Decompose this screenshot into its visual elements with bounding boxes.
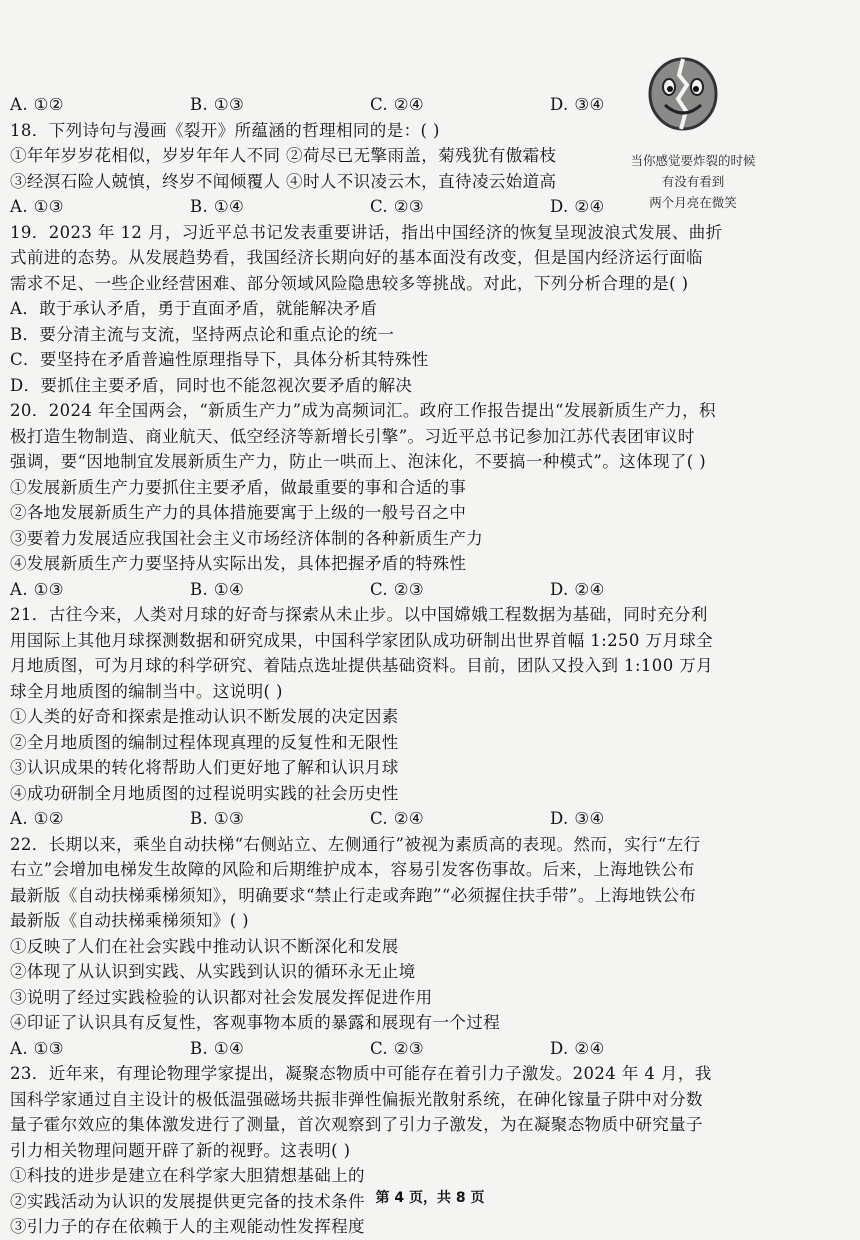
question-item: ④成功研制全月地质图的过程说明实践的社会历史性 (10, 783, 399, 803)
option: C. ②④ (370, 809, 425, 828)
question-stem: 最新版《自动扶梯乘梯须知》，明确要求“禁止行走或奔跑”“必须握住扶手带”。上海地铁公布 (10, 885, 697, 905)
option: C. ②④ (370, 95, 425, 114)
question-item: ①反映了人们在社会实践中推动认识不断深化和发展 (10, 936, 399, 956)
question-stem: 18．下列诗句与漫画《裂开》所蕴涵的哲理相同的是：( ) (10, 120, 440, 140)
question-20 (10, 398, 830, 602)
question-item: ②全月地质图的编制过程体现真理的反复性和无限性 (10, 732, 399, 752)
option: C. ②③ (370, 197, 425, 216)
question-item: ②体现了从认识到实践、从实践到认识的循环永无止境 (10, 962, 416, 981)
question-item: ②各地发展新质生产力的具体措施要寓于上级的一般号召之中 (10, 503, 467, 522)
question-item: ③说明了经过实践检验的认识都对社会发展发挥促进作用 (10, 987, 433, 1007)
page-footer: 第 4 页，共 8 页 (375, 1190, 485, 1206)
option: C. ②③ (370, 579, 425, 599)
option: B. ①④ (190, 1038, 245, 1058)
question-item: ③认识成果的转化将帮助人们更好地了解和认识月球 (10, 758, 399, 777)
option: B. ①③ (190, 809, 245, 828)
question-item: ③要着力发展适应我国社会主义市场经济体制的各种新质生产力 (10, 528, 484, 548)
question-item: ③经溟石险人兢慎，终岁不闻倾覆人 ④时人不识凌云木，直待凌云始道高 (10, 171, 557, 191)
option: D. ②④ (550, 579, 605, 599)
option: A. ①③ (10, 197, 64, 216)
question-18 (10, 118, 830, 220)
option: B. ①④ (190, 579, 245, 599)
question-item: ①科技的进步是建立在科学家大胆猜想基础上的 (10, 1166, 365, 1185)
question-stem: 20．2024 年全国两会，“新质生产力”成为高频词汇。政府工作报告提出“发展新质生产力，积 (10, 401, 716, 420)
question-stem: 强调，要“因地制宜发展新质生产力，防止一哄而上、泡沫化，不要搞一种模式”。这体现了( ) (10, 452, 707, 471)
option: C．要坚持在矛盾普遍性原理指导下，具体分析其特殊性 (10, 350, 429, 369)
option: D. ③④ (550, 95, 605, 114)
caption-line: 当你感觉要炸裂的时候 (630, 153, 756, 168)
option: D．要抓住主要矛盾，同时也不能忽视次要矛盾的解决 (10, 375, 413, 395)
question-item: ③引力子的存在依赖于人的主观能动性发挥程度 (10, 1217, 365, 1236)
question-stem: 右立”会增加电梯发生故障的风险和后期维护成本，容易引发客伤事故。后来，上海地铁公布 (10, 860, 695, 879)
question-stem: 式前进的态势。从发展趋势看，我国经济长期向好的基本面没有改变，但是国内经济运行面临 (10, 248, 703, 267)
question-stem: 用国际上其他月球探测数据和研究成果，中国科学家团队成功研制出世界首幅 1:250 万月球全 (10, 630, 714, 650)
option: A. ①② (10, 95, 64, 114)
question-19 (10, 220, 830, 399)
question-21 (10, 602, 830, 832)
option: A. ①② (10, 809, 64, 828)
question-item: ①年年岁岁花相似，岁岁年年人不同 ②荷尽已无擎雨盖，菊残犹有傲霜枝 (10, 146, 557, 165)
option: B．要分清主流与支流，坚持两点论和重点论的统一 (10, 324, 395, 344)
questions (10, 92, 830, 1240)
option: B. ①③ (190, 95, 245, 114)
question-22 (10, 832, 830, 1062)
option: D. ②④ (550, 1038, 605, 1058)
question-stem: 极打造生物制造、商业航天、低空经济等新增长引擎”。习近平总书记参加江苏代表团审议时 (10, 426, 695, 446)
question-stem: 19．2023 年 12 月，习近平总书记发表重要讲话，指出中国经济的恢复呈现波浪式发展、曲折 (10, 222, 723, 242)
question-stem: 需求不足、一些企业经营困难、部分领域风险隐患较多等挑战。对此，下列分析合理的是( ) (10, 273, 689, 293)
question-stem: 引力相关物理问题开辟了新的视野。这表明( ) (10, 1140, 351, 1160)
question-item: ④印证了认识具有反复性，客观事物本质的暴露和展现有一个过程 (10, 1013, 501, 1032)
option: C. ②③ (370, 1038, 425, 1058)
question-stem: 21．古往今来，人类对月球的好奇与探索从未止步。以中国嫦娥工程数据为基础，同时充分利 (10, 605, 708, 624)
q18-options (10, 194, 830, 220)
caption-line: 两个月亮在微笑 (649, 195, 737, 210)
q17-options (10, 92, 830, 118)
question-23 (10, 1061, 830, 1240)
question-stem: 23．近年来，有理论物理学家提出，凝聚态物质中可能存在着引力子激发。2024 年 4 月，我 (10, 1064, 712, 1083)
question-stem: 国科学家通过自主设计的极低温强磁场共振非弹性偏振光散射系统，在砷化镓量子阱中对分数 (10, 1089, 703, 1109)
option: A. ①③ (10, 1038, 64, 1058)
question-stem: 22．长期以来，乘坐自动扶梯“右侧站立、左侧通行”被视为素质高的表现。然而，实行“左行 (10, 834, 701, 854)
option: D. ③④ (550, 809, 605, 828)
option: A．敢于承认矛盾，勇于直面矛盾，就能解决矛盾 (10, 299, 378, 318)
question-stem: 球全月地质图的编制当中。这说明( ) (10, 681, 283, 701)
question-item: ②实践活动为认识的发展提供更完备的技术条件 (10, 1191, 365, 1211)
q20-options (10, 577, 830, 603)
option: B. ①④ (190, 197, 245, 216)
question-item: ④发展新质生产力要坚持从实际出发，具体把握矛盾的特殊性 (10, 554, 467, 573)
question-item: ①发展新质生产力要抓住主要矛盾，做最重要的事和合适的事 (10, 477, 467, 497)
caption-line: 有没有看到 (661, 174, 725, 189)
question-stem: 量子霍尔效应的集体激发进行了测量，首次观察到了引力子激发，为在凝聚态物质中研究量子 (10, 1115, 703, 1134)
option: D. ②④ (550, 197, 605, 216)
question-stem: 最新版《自动扶梯乘梯须知》( ) (10, 911, 250, 930)
question-stem: 月地质图，可为月球的科学研究、着陆点选址提供基础资料。目前，团队又投入到 1:100 万月 (10, 656, 714, 675)
q22-options (10, 1036, 830, 1062)
q21-options (10, 806, 830, 832)
question-item: ①人类的好奇和探索是推动认识不断发展的决定因素 (10, 707, 399, 726)
option: A. ①③ (10, 579, 64, 599)
